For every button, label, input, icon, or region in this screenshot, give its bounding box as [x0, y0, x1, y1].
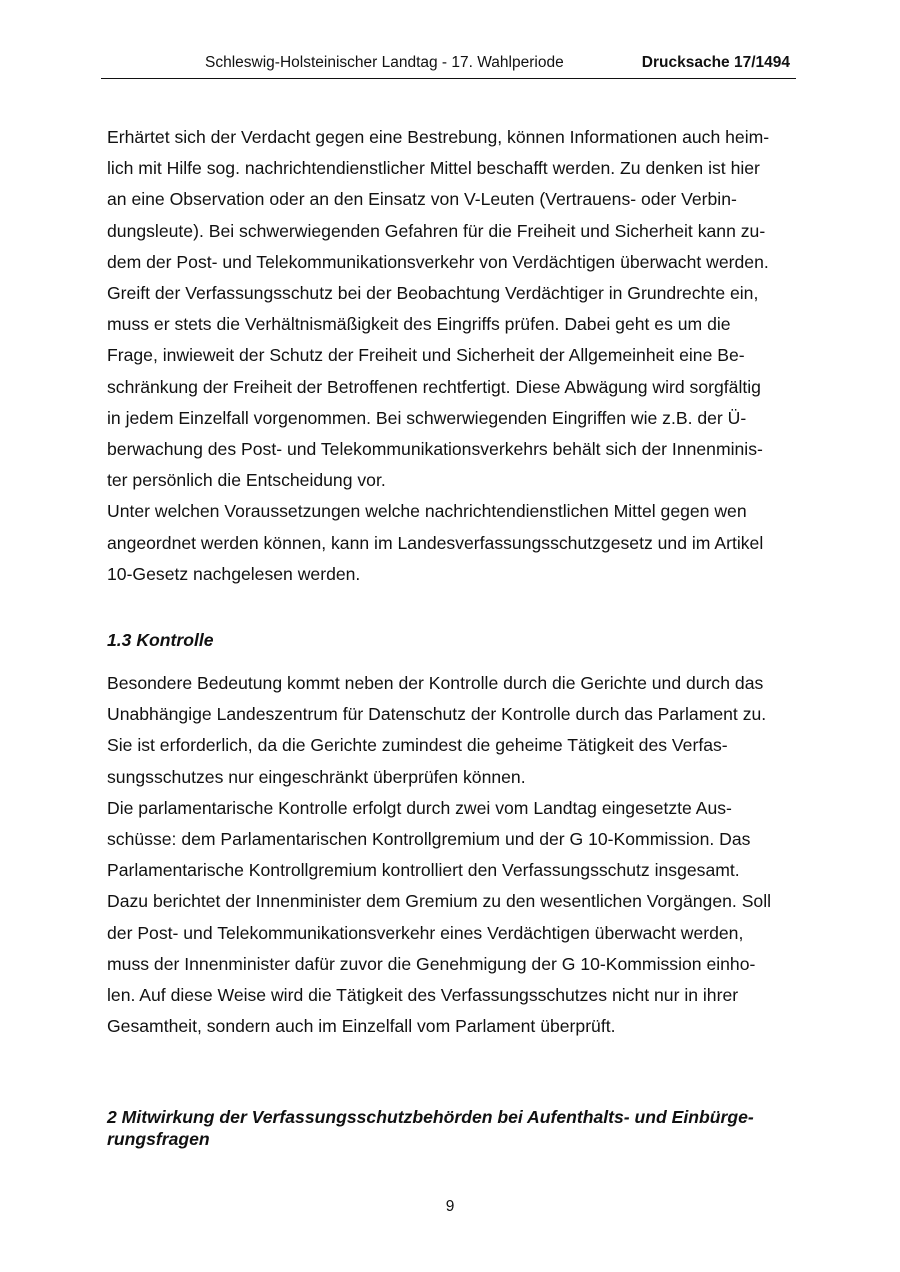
page-number: 9 [445, 1198, 455, 1215]
text-line: Dazu berichtet der Innenminister dem Gremium zu den wesentlichen Vorgängen. Soll [107, 891, 772, 912]
heading-line: 2 Mitwirkung der Verfassungsschutzbehörden bei Aufenthalts- und Einbürge- [107, 1107, 754, 1128]
text-line: Parlamentarische Kontrollgremium kontrolliert den Verfassungsschutz insgesamt. [107, 860, 740, 881]
text-line: Sie ist erforderlich, da die Gerichte zumindest die geheime Tätigkeit des Verfas- [107, 735, 728, 756]
text-line: der Post- und Telekommunikationsverkehr eines Verdächtigen überwacht werden, [107, 922, 744, 943]
document-number: Drucksache 17/1494 [641, 54, 790, 71]
text-line: berwachung des Post- und Telekommunikationsverkehrs behält sich der Innenminis- [107, 439, 763, 460]
paragraph-legal-basis [107, 496, 797, 590]
text-line: 10-Gesetz nachgelesen werden. [107, 563, 361, 584]
page-header [101, 52, 796, 79]
heading-line: rungsfragen [107, 1129, 210, 1150]
section-heading-mitwirkung [107, 1106, 797, 1150]
text-line: len. Auf diese Weise wird die Tätigkeit des Verfassungsschutzes nicht nur in ihrer [107, 985, 739, 1006]
text-line: an eine Observation oder an den Einsatz von V-Leuten (Vertrauens- oder Verbin- [107, 189, 737, 210]
paragraph-control-significance [107, 668, 797, 793]
section-heading-kontrolle: 1.3 Kontrolle [107, 630, 214, 651]
text-line: in jedem Einzelfall vorgenommen. Bei schwerwiegenden Eingriffen wie z.B. der Ü- [107, 407, 747, 428]
text-line: lich mit Hilfe sog. nachrichtendienstlicher Mittel beschafft werden. Zu denken ist hier [107, 158, 760, 179]
paragraph-observation [107, 122, 797, 496]
text-line: Greift der Verfassungsschutz bei der Beobachtung Verdächtiger in Grundrechte ein, [107, 283, 759, 304]
header-title: Schleswig-Holsteinischer Landtag - 17. Wahlperiode [205, 54, 564, 71]
paragraph-parliamentary-control [107, 793, 797, 1043]
text-line: muss er stets die Verhältnismäßigkeit des Eingriffs prüfen. Dabei geht es um die [107, 314, 731, 335]
text-line: angeordnet werden können, kann im Landesverfassungsschutzgesetz und im Artikel [107, 532, 764, 553]
text-line: dem der Post- und Telekommunikationsverkehr von Verdächtigen überwacht werden. [107, 251, 769, 272]
text-line: Frage, inwieweit der Schutz der Freiheit und Sicherheit der Allgemeinheit eine Be- [107, 345, 745, 366]
text-line: Gesamtheit, sondern auch im Einzelfall vom Parlament überprüft. [107, 1016, 616, 1037]
text-line: ter persönlich die Entscheidung vor. [107, 470, 386, 491]
text-line: schüsse: dem Parlamentarischen Kontrollgremium und der G 10-Kommission. Das [107, 829, 751, 850]
text-line: sungsschutzes nur eingeschränkt überprüfen können. [107, 766, 526, 787]
text-line: dungsleute). Bei schwerwiegenden Gefahren für die Freiheit und Sicherheit kann zu- [107, 220, 766, 241]
text-line: Erhärtet sich der Verdacht gegen eine Bestrebung, können Informationen auch heim- [107, 127, 770, 147]
text-line: muss der Innenminister dafür zuvor die Genehmigung der G 10-Kommission einho- [107, 953, 756, 974]
text-line: Besondere Bedeutung kommt neben der Kontrolle durch die Gerichte und durch das [107, 673, 764, 694]
text-line: Unabhängige Landeszentrum für Datenschutz der Kontrolle durch das Parlament zu. [107, 704, 767, 725]
text-line: schränkung der Freiheit der Betroffenen rechtfertigt. Diese Abwägung wird sorgfältig [107, 376, 761, 397]
text-line: Unter welchen Voraussetzungen welche nachrichtendienstlichen Mittel gegen wen [107, 501, 747, 522]
text-line: Die parlamentarische Kontrolle erfolgt durch zwei vom Landtag eingesetzte Aus- [107, 797, 732, 818]
document-body [107, 122, 797, 1150]
